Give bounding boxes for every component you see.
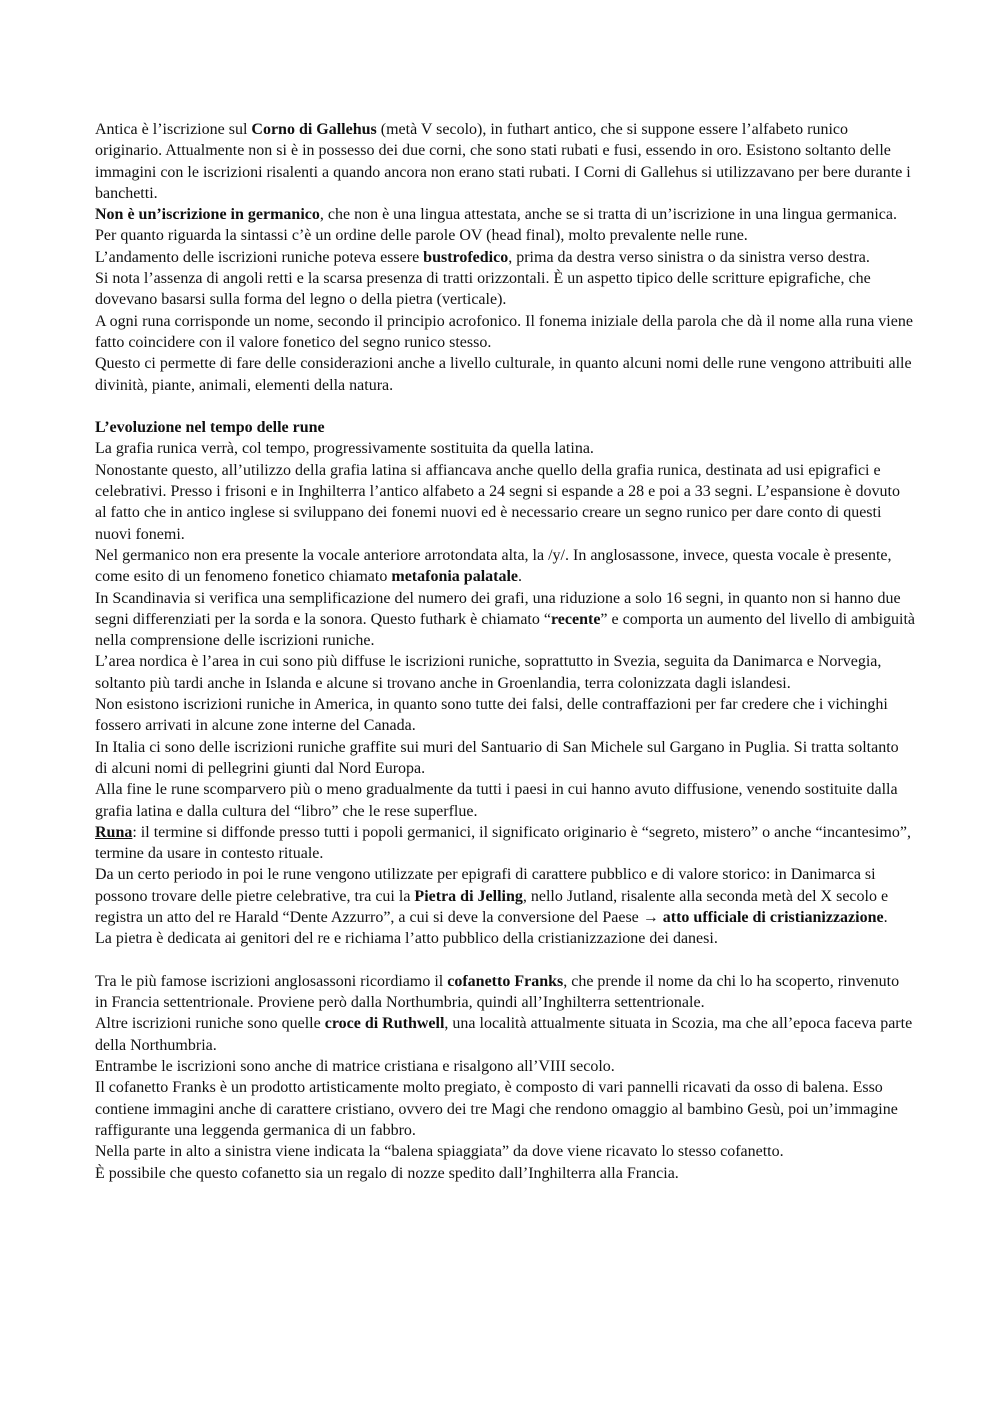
text-run: , che non è una lingua attestata, anche se si tratta di un’iscrizione in una lingua germanica. [319, 206, 897, 224]
section-heading [95, 417, 915, 438]
bold-term: L’evoluzione nel tempo delle rune [95, 419, 325, 437]
text-run: Questo ci permette di fare delle considerazioni anche a livello culturale, in quanto alcuni nomi delle rune vengono attribuiti alle divinità, piante, animali, elementi della natura. [95, 355, 912, 394]
body-paragraph [95, 353, 915, 396]
body-paragraph [95, 460, 915, 545]
text-run: La grafia runica verrà, col tempo, progressivamente sostituita da quella latina. [95, 440, 594, 458]
text-run: : il termine si diffonde presso tutti i popoli germanici, il significato originario è “segreto, mistero” o anche “incantesimo”, termine da usare in contesto rituale. [95, 823, 911, 863]
body-paragraph [95, 1163, 915, 1184]
body-paragraph [95, 864, 915, 928]
body-paragraph [95, 779, 915, 822]
body-paragraph [95, 971, 915, 1014]
text-run: , prima da destra verso sinistra o da sinistra verso destra. [508, 248, 870, 266]
body-paragraph [95, 268, 915, 311]
body-paragraph [95, 1077, 915, 1141]
text-run: Non esistono iscrizioni runiche in America, in quanto sono tutte dei falsi, delle contraffazioni per far credere che i vichinghi fossero arrivati in alcune zone interne del Canada. [95, 696, 888, 735]
body-paragraph [95, 1013, 915, 1056]
body-paragraph [95, 651, 915, 694]
bold-term: cofanetto Franks [447, 972, 564, 990]
text-run: Il cofanetto Franks è un prodotto artisticamente molto pregiato, è composto di vari pannelli ricavati da osso di balena. Esso contiene immagini anche di carattere cristiano, ovvero dei tre Magi che rendono omaggio al bambino Gesù, poi un’immagine raffigurante una leggenda germanica di un fabbro. [95, 1079, 898, 1139]
blank-line [95, 950, 915, 971]
text-run: La pietra è dedicata ai genitori del re e richiama l’atto pubblico della cristianizzazione dei danesi. [95, 930, 718, 948]
body-paragraph [95, 1141, 915, 1162]
body-paragraph [95, 247, 915, 268]
text-run: Nonostante questo, all’utilizzo della grafia latina si affiancava anche quello della grafia runica, destinata ad usi epigrafici e celebrativi. Presso i frisoni e in Inghilterra l’antico alfabeto a 24 segni si espande a 28 e poi a 33 segni. L’espansione è dovuto al fatto che in antico inglese si sviluppano dei fonemi nuovi ed è necessario creare un segno runico per dare conto di questi nuovi fonemi. [95, 461, 900, 543]
body-paragraph [95, 545, 915, 588]
text-run: Nella parte in alto a sinistra viene indicata la “balena spiaggiata” da dove viene ricavato lo stesso cofanetto. [95, 1143, 784, 1161]
body-paragraph [95, 822, 915, 865]
text-run: È possibile che questo cofanetto sia un regalo di nozze spedito dall’Inghilterra alla Francia. [95, 1164, 679, 1182]
bold-term: croce di Ruthwell [324, 1015, 445, 1033]
body-paragraph [95, 438, 915, 459]
text-run: Per quanto riguarda la sintassi c’è un ordine delle parole OV (head final), molto prevalente nelle rune. [95, 227, 748, 245]
text-run: , che prende il nome da chi lo ha scoperto, rinvenuto in Francia settentrionale. Proviene però dalla Northumbria, quindi all’Inghilterra settentrionale. [95, 972, 900, 1012]
blank-line [95, 396, 915, 417]
body-paragraph [95, 694, 915, 737]
bold-term: Corno di Gallehus [251, 121, 377, 138]
text-run: L’area nordica è l’area in cui sono più diffuse le iscrizioni runiche, soprattutto in Svezia, seguita da Danimarca e Norvegia, soltanto più tardi anche in Islanda e alcune si trovano anche in Groenlandia, terra colonizzata dagli islandesi. [95, 653, 882, 692]
body-paragraph [95, 737, 915, 780]
text-run: Da un certo periodo in poi le rune vengono utilizzate per epigrafi di carattere pubblico e di valore storico: in Danimarca si possono trovare delle pietre celebrative, tra cui la [95, 866, 876, 905]
text-run: Alla fine le rune scomparvero più o meno gradualmente da tutti i paesi in cui hanno avuto diffusione, venendo sostituite dalla grafia latina e dalla cultura del “libro” che le rese superflue. [95, 781, 898, 820]
text-run: A ogni runa corrisponde un nome, secondo il principio acrofonico. Il fonema iniziale della parola che dà il nome alla runa viene fatto coincidere con il valore fonetico del segno runico stesso. [95, 312, 913, 351]
text-run: , nello Jutland, risalente alla seconda metà del X secolo e registra un atto del re Harald “Dente Azzurro”, a cui si deve la conversione del Paese [95, 887, 889, 926]
bold-term: Pietra di Jelling [414, 887, 523, 905]
bold-term: → atto ufficiale di cristianizzazione [642, 908, 884, 926]
document-page [95, 119, 915, 1184]
text-run: . [883, 908, 888, 926]
body-paragraph [95, 119, 915, 204]
text-run: . [518, 568, 523, 586]
body-paragraph [95, 225, 915, 246]
text-run: Si nota l’assenza di angoli retti e la scarsa presenza di tratti orizzontali. È un aspetto tipico delle scritture epigrafiche, che dovevano basarsi sulla forma del legno o della pietra (verticale). [95, 270, 871, 309]
text-run: In Italia ci sono delle iscrizioni runiche graffite sui muri del Santuario di San Michele sul Gargano in Puglia. Si tratta soltanto di alcuni nomi di pellegrini giunti dal Nord Europa. [95, 738, 899, 777]
body-paragraph [95, 588, 915, 652]
bold-term: metafonia palatale [391, 568, 519, 586]
body-paragraph [95, 311, 915, 354]
text-run: Tra le più famose iscrizioni anglosassoni ricordiamo il [95, 972, 448, 990]
bold-term: recente [550, 610, 601, 628]
text-run: (metà V secolo), in futhart antico, che si suppone essere l’alfabeto runico originario. Attualmente non si è in possesso dei due corni, che sono stati rubati e fusi, essendo in oro. Esistono soltanto delle immagini con le iscrizioni risalenti a quando ancora non erano stati rubati. I Corni di Gallehus si utilizzavano per bere durante i banchetti. [95, 121, 911, 202]
bold-term: Non è un’iscrizione in germanico [95, 206, 320, 224]
text-run: ” e comporta un aumento del livello di ambiguità nella comprensione delle iscrizioni runiche. [95, 610, 915, 650]
text-run: Nel germanico non era presente la vocale anteriore arrotondata alta, la /y/. In anglosassone, invece, questa vocale è presente, come esito di un fenomeno fonetico chiamato [95, 546, 892, 586]
body-paragraph [95, 1056, 915, 1077]
text-run: L’andamento delle iscrizioni runiche poteva essere [95, 248, 424, 266]
body-paragraph [95, 928, 915, 949]
text-run: Entrambe le iscrizioni sono anche di matrice cristiana e risalgono all’VIII secolo. [95, 1058, 615, 1076]
text-run: , una località attualmente situata in Scozia, ma che all’epoca faceva parte della Northumbria. [95, 1015, 913, 1054]
text-run: Altre iscrizioni runiche sono quelle [95, 1015, 325, 1033]
text-run: Antica è l’iscrizione sul [95, 121, 252, 138]
body-paragraph [95, 204, 915, 225]
underlined-term: Runa [95, 823, 133, 841]
bold-term: bustrofedico [423, 248, 509, 266]
text-run: In Scandinavia si verifica una semplificazione del numero dei grafi, una riduzione a solo 16 segni, in quanto non si hanno due segni differenziati per la sorda e la sonora. Questo futhark è chiamato “ [95, 589, 901, 628]
